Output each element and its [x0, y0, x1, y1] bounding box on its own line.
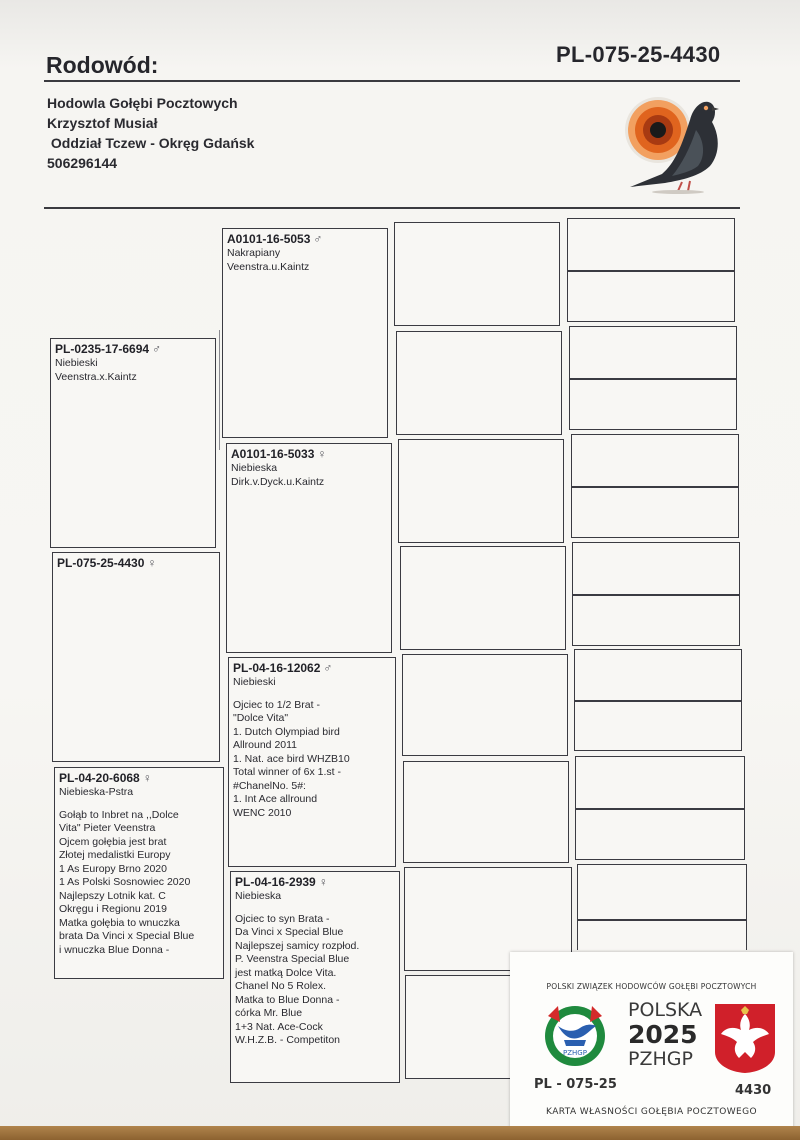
pedigree-empty-pair: [567, 218, 735, 322]
pigeon-origin: Veenstra.u.Kaintz: [227, 260, 310, 273]
pigeon-color: Niebieska: [235, 890, 282, 902]
male-symbol-icon: ♂: [313, 232, 323, 246]
pigeon-color: Niebieski: [55, 357, 98, 369]
ring-number: A0101-16-5033 ♀: [231, 447, 327, 461]
pigeon-notes: Ojciec to syn Brata - Da Vinci x Special Blue Najlepszej samicy rozpłod. P. Veenstra Special Blue jest matką Dolce Vita. Chanel No 5 Rolex. Matka to Blue Donna - córka Mr. Blue 1+3 Nat. Ace-Cock W.H.Z.B. - Competiton: [235, 912, 360, 1046]
ring-number: PL-075-25-4430 ♀: [57, 556, 157, 570]
breeder-section: Oddział Tczew - Okręg Gdańsk: [47, 135, 255, 151]
pedigree-empty-pair: [575, 756, 745, 860]
male-symbol-icon: ♂: [323, 661, 333, 675]
breeder-line: Hodowla Gołębi Pocztowych: [47, 95, 238, 111]
ring-number: PL-04-16-12062 ♂: [233, 661, 333, 675]
pigeon-color: Niebieska-Pstra: [59, 786, 134, 798]
breeder-info: [47, 93, 254, 173]
card-ring-number: 4430: [735, 1083, 772, 1098]
pigeon-color: Niebieski: [233, 676, 276, 688]
female-symbol-icon: ♀: [317, 447, 327, 461]
pigeon-notes: Ojciec to 1/2 Brat - "Dolce Vita" 1. Dutch Olympiad bird Allround 2011 1. Nat. ace bird WHZB10 Total winner of 6x 1.st - #ChanelNo. 5#: 1. Int Ace allround WENC 2010: [233, 698, 350, 819]
pedigree-sire: [50, 338, 216, 548]
female-symbol-icon: ♀: [142, 771, 152, 785]
pedigree-empty-slot: [405, 975, 511, 1079]
pedigree-connector: [219, 330, 220, 450]
pedigree-dam-dam: [230, 871, 400, 1083]
pedigree-empty-slot: [402, 654, 568, 756]
pedigree-sire-sire: [222, 228, 388, 438]
polish-eagle-icon: [713, 1002, 777, 1074]
pedigree-dam: [54, 767, 224, 979]
pigeon-origin: Veenstra.x.Kaintz: [55, 370, 137, 383]
pzhgp-emblem-icon: [538, 996, 612, 1070]
card-ring-prefix: PL - 075-25: [534, 1077, 617, 1092]
ring-number: PL-04-16-2939 ♀: [235, 875, 328, 889]
document-title: Rodowód:: [46, 52, 159, 78]
pedigree-empty-slot: [394, 222, 560, 326]
card-org: PZHGP: [628, 1048, 693, 1070]
female-symbol-icon: ♀: [318, 875, 328, 889]
pedigree-empty-pair: [569, 326, 737, 430]
header-rule: [44, 80, 740, 82]
pedigree-sire-dam: [226, 443, 392, 653]
ring-number: A0101-16-5053 ♂: [227, 232, 323, 246]
ownership-card: [510, 952, 793, 1128]
pedigree-empty-slot: [398, 439, 564, 543]
pigeon-color: Nakrapiany: [227, 247, 281, 259]
male-symbol-icon: ♂: [152, 342, 162, 356]
card-country: POLSKA: [628, 999, 703, 1021]
header-ring-number: PL-075-25-4430: [556, 42, 721, 67]
emblem-text: PZHGP: [563, 1049, 587, 1057]
pedigree-empty-slot: [400, 546, 566, 650]
pigeon-eye-logo: [620, 90, 730, 195]
female-symbol-icon: ♀: [147, 556, 157, 570]
pedigree-empty-pair: [577, 864, 747, 950]
ring-number: PL-04-20-6068 ♀: [59, 771, 152, 785]
card-footer: KARTA WŁASNOŚCI GOŁĘBIA POCZTOWEGO: [546, 1107, 757, 1117]
ring-number: PL-0235-17-6694 ♂: [55, 342, 162, 356]
pedigree-subject: [52, 552, 220, 762]
breeder-name: Krzysztof Musiał: [47, 115, 158, 131]
pedigree-empty-slot: [403, 761, 569, 863]
pedigree-empty-pair: [574, 649, 742, 751]
pedigree-empty-pair: [571, 434, 739, 538]
pigeon-notes: Gołąb to Inbret na ,,Dolce Vita" Pieter Veenstra Ojcem gołębia jest brat Złotej medalistki Europy 1 As Europy Brno 2020 1 As Polski Sosnowiec 2020 Najlepszy Lotnik kat. C Okręgu i Regionu 2019 Matka gołębia to wnuczka brata Da Vinci x Special Blue i wnuczka Blue Donna -: [59, 808, 195, 956]
pigeon-origin: Dirk.v.Dyck.u.Kaintz: [231, 475, 325, 488]
table-surface: [0, 1126, 800, 1140]
pedigree-empty-pair: [572, 542, 740, 646]
header-divider: [44, 207, 740, 209]
card-header: POLSKI ZWIĄZEK HODOWCÓW GOŁĘBI POCZTOWYCH: [546, 982, 757, 991]
pedigree-empty-slot: [396, 331, 562, 435]
pigeon-color: Niebieska: [231, 462, 278, 474]
card-year: 2025: [628, 1020, 698, 1049]
pedigree-dam-sire: [228, 657, 396, 867]
breeder-phone: 506296144: [47, 155, 118, 171]
